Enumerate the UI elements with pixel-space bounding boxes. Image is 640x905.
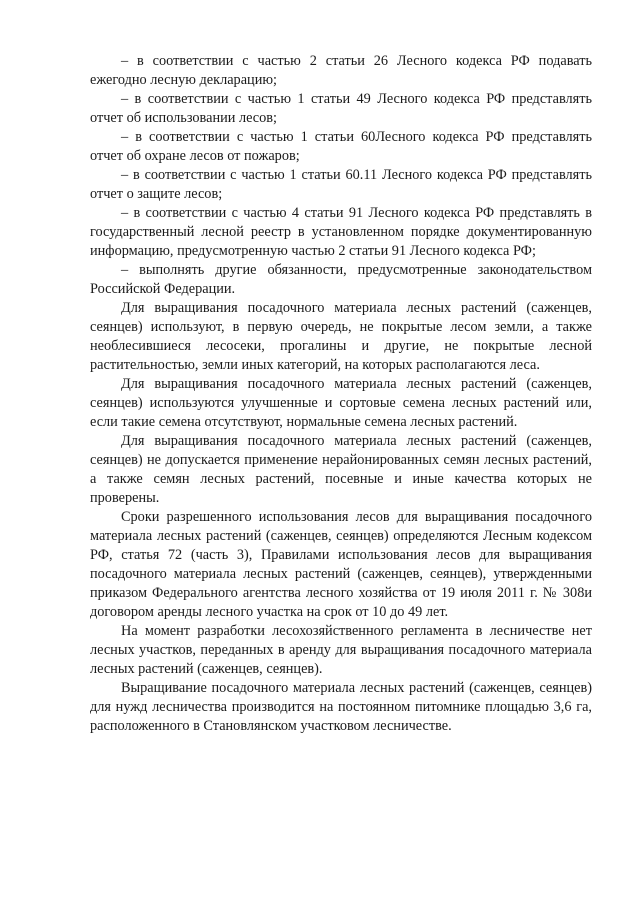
document-body xyxy=(90,52,592,736)
paragraph-declaration: – в соответствии с частью 2 статьи 26 Лесного кодекса РФ подавать ежегодно лесную декларацию; xyxy=(90,53,592,88)
paragraph-usage-report: – в соответствии с частью 1 статьи 49 Лесного кодекса РФ представлять отчет об использовании лесов; xyxy=(90,91,592,126)
paragraph-seed-restrictions: Для выращивания посадочного материала лесных растений (саженцев, сеянцев) не допускается применение нерайонированных семян лесных растений, а также семян лесных растений, посевные и иные качества которых не проверены. xyxy=(90,433,592,506)
paragraph-improved-seeds: Для выращивания посадочного материала лесных растений (саженцев, сеянцев) используются улучшенные и сортовые семена лесных растений или, если такие семена отсутствуют, нормальные семена лесных растений. xyxy=(90,376,592,430)
paragraph-forest-registry: – в соответствии с частью 4 статьи 91 Лесного кодекса РФ представлять в государственный лесной реестр в установленном порядке документированную информацию, предусмотренную частью 2 статьи 91 Лесного кодекса РФ; xyxy=(90,205,592,259)
paragraph-forest-protection-report: – в соответствии с частью 1 статьи 60.11 Лесного кодекса РФ представлять отчет о защите лесов; xyxy=(90,167,592,202)
paragraph-usage-terms: Сроки разрешенного использования лесов для выращивания посадочного материала лесных растений (саженцев, сеянцев) определяются Лесным кодексом РФ, статья 72 (часть 3), Правилами использования лесов для выращивания посадочного материала лесных растений (саженцев, сеянцев), утвержденными приказом Федерального агентства лесного хозяйства от 19 июля 2011 г. № 308и договором аренды лесного участка на срок от 10 до 49 лет. xyxy=(90,509,592,620)
paragraph-lease-status: На момент разработки лесохозяйственного регламента в лесничестве нет лесных участков, переданных в аренду для выращивания посадочного материала лесных растений (саженцев, сеянцев). xyxy=(90,623,592,677)
paragraph-land-use: Для выращивания посадочного материала лесных растений (саженцев, сеянцев) используют, в первую очередь, не покрытые лесом земли, а также необлесившиеся лесосеки, прогалины и другие, не покрытые лесной растительностью, земли иных категорий, на которых располагаются леса. xyxy=(90,300,592,373)
paragraph-nursery: Выращивание посадочного материала лесных растений (саженцев, сеянцев) для нужд лесничества производится на постоянном питомнике площадью 3,6 га, расположенного в Становлянском участковом лесничестве. xyxy=(90,680,592,734)
paragraph-other-duties: – выполнять другие обязанности, предусмотренные законодательством Российской Федерации. xyxy=(90,262,592,297)
paragraph-fire-protection-report: – в соответствии с частью 1 статьи 60Лесного кодекса РФ представлять отчет об охране лесов от пожаров; xyxy=(90,129,592,164)
